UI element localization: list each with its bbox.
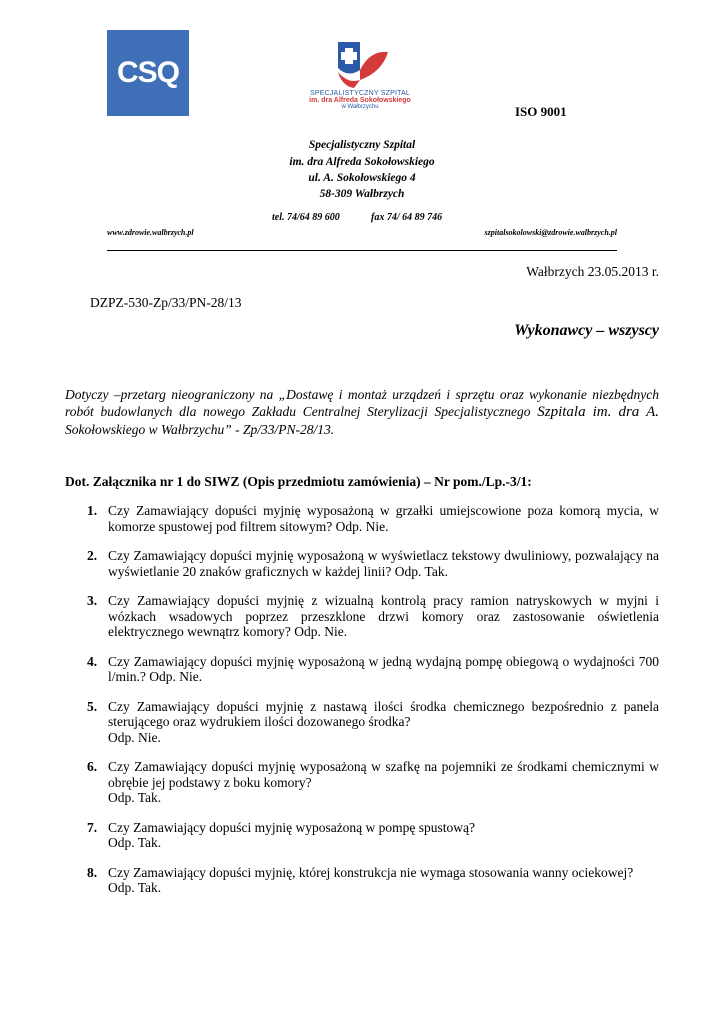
website-link[interactable]: www.zdrowie.walbrzych.pl (107, 228, 194, 237)
header-divider (107, 250, 617, 251)
question-number: 7. (87, 819, 98, 835)
hospital-logo-line3: w Wałbrzychu (341, 104, 379, 110)
csq-logo-text: CSQ (116, 56, 179, 89)
phone-number: tel. 74/64 89 600 (272, 212, 340, 223)
question-number: 2. (87, 548, 98, 563)
question-text: Czy Zamawiający dopuści myjnię wyposażoną w grzałki umiejscowione poza komorą mycia, w komorze spustowej pod filtrem sitowym? Odp. Nie. (108, 503, 659, 534)
fax-number: fax 74/ 64 89 746 (371, 212, 443, 223)
question-answer: Odp. Tak. (108, 880, 162, 895)
question-answer: Odp. Tak. (108, 790, 162, 805)
address-line-2: im. dra Alfreda Sokołowskiego (289, 156, 435, 168)
question-item (65, 759, 659, 806)
hospital-emblem-icon (330, 40, 390, 90)
address-line-4: 58-309 Wałbrzych (319, 188, 405, 200)
question-text: Czy Zamawiający dopuści myjnię z nastawą ilości środka chemicznego bezpośrednio z panela sterującego oraz wydrukiem ilości dozowanego środka? (108, 698, 659, 729)
attachment-title: Dot. Załącznika nr 1 do SIWZ (Opis przedmiotu zamówienia) – Nr pom./Lp.-3/1: (65, 474, 532, 489)
question-item (65, 820, 659, 851)
question-number: 4. (87, 653, 98, 669)
question-text: Czy Zamawiający dopuści myjnię wyposażoną w szafkę na pojemniki ze środkami chemicznymi w obrębie jej podstawy z boku komory? (108, 759, 659, 790)
question-answer: Odp. Tak. (108, 835, 162, 850)
reference-number: DZPZ-530-Zp/33/PN-28/13 (90, 295, 242, 310)
question-text: Czy Zamawiający dopuści myjnię wyposażoną w pompę spustową? (108, 819, 476, 835)
question-number: 1. (87, 503, 98, 518)
question-item (65, 865, 659, 896)
subject-paragraph (65, 386, 659, 438)
csq-logo (107, 30, 189, 116)
question-number: 8. (87, 864, 98, 880)
question-answer: Odp. Nie. (108, 729, 161, 745)
subject-part-2: Szpitala im. dra A. (537, 404, 659, 420)
question-list (65, 503, 659, 896)
subject-part-1: Dotyczy –przetarg nieograniczony na „Dostawę i montaż urządzeń i sprzętu oraz wykonanie niezbędnych robót budowlanych dla nowego Zakładu Centralnej Sterylizacji Specjalistycznego (65, 387, 659, 419)
letter-date: Wałbrzych 23.05.2013 r. (526, 264, 659, 279)
question-text: Czy Zamawiający dopuści myjnię wyposażoną w jedną wydajną pompę obiegową o wydajności 700 l/min.? Odp. Nie. (108, 653, 659, 684)
question-item (65, 699, 659, 746)
question-number: 5. (87, 698, 98, 714)
email-link[interactable]: szpitalsokolowski@zdrowie.walbrzych.pl (484, 228, 617, 237)
question-number: 3. (87, 593, 98, 608)
subject-part-3: Sokołowskiego w Wałbrzychu” - Zp/33/PN-28/13. (65, 422, 335, 437)
address-line-3: ul. A. Sokołowskiego 4 (308, 172, 416, 184)
hospital-logo-line2: im. dra Alfreda Sokołowskiego (309, 97, 411, 104)
question-item (65, 593, 659, 640)
recipient: Wykonawcy – wszyscy (514, 322, 659, 339)
question-number: 6. (87, 759, 98, 774)
iso-label: ISO 9001 (515, 104, 567, 119)
question-item (65, 548, 659, 579)
question-text: Czy Zamawiający dopuści myjnię, której konstrukcja nie wymaga stosowania wanny ociekowej? (108, 864, 634, 880)
hospital-logo-line1: SPECJALISTYCZNY SZPITAL (309, 90, 411, 97)
hospital-logo (290, 40, 430, 130)
address-line-1: Specjalistyczny Szpital (308, 139, 416, 151)
question-item (65, 503, 659, 534)
question-text: Czy Zamawiający dopuści myjnię wyposażoną w wyświetlacz tekstowy dwuliniowy, pozwalający na wyświetlanie 20 znaków graficznych w każdej linii? Odp. Tak. (108, 548, 659, 579)
question-item (65, 654, 659, 685)
question-text: Czy Zamawiający dopuści myjnię z wizualną kontrolą pracy ramion natryskowych w myjni i wózkach wsadowych poprzez przeszklone drzwi komory oraz zastosowanie oświetlenia elektrycznego wewnątrz komory? Odp. Nie. (108, 593, 659, 639)
